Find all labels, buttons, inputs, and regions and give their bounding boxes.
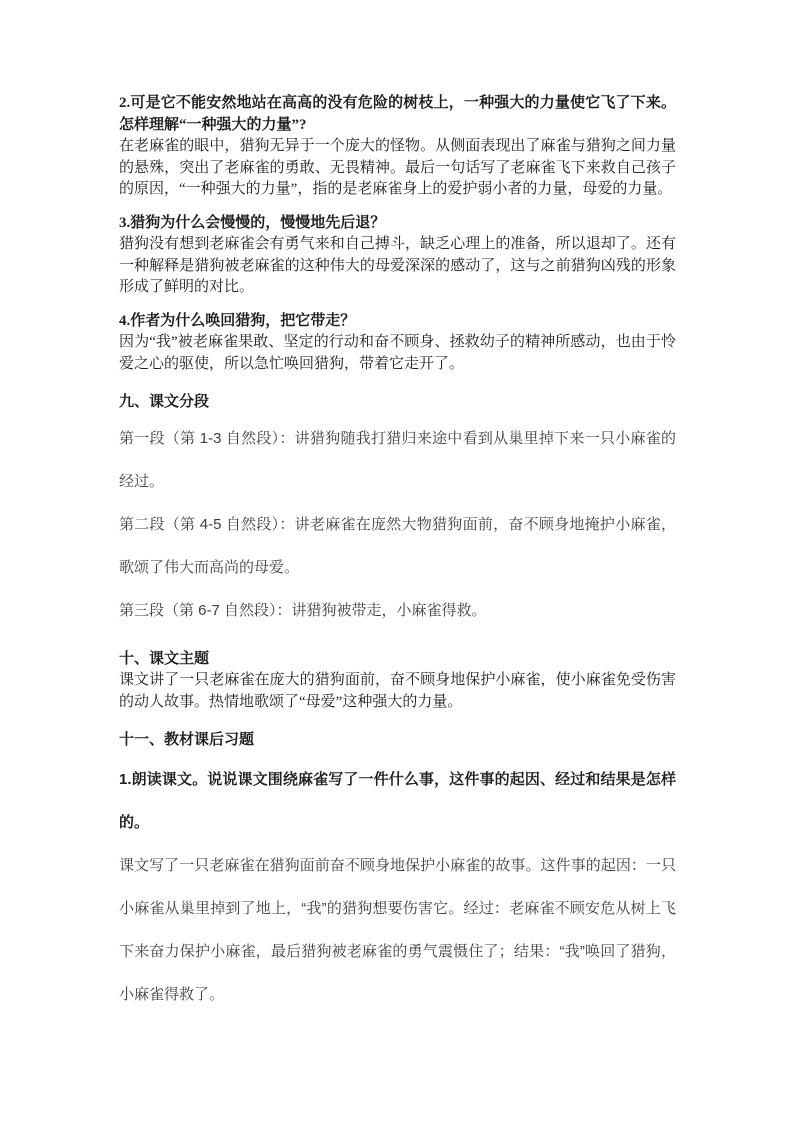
question-2-heading: 2.可是它不能安然地站在高高的没有危险的树枝上，一种强大的力量使它飞了下来。怎样理解“一种强大的力量”?: [119, 95, 676, 133]
segment-2-paragraph: 第二段（第 4-5 自然段）：讲老麻雀在庞然大物猎狗面前，奋不顾身地掩护小麻雀，歌颂了伟大而高尚的母爱。: [119, 515, 676, 576]
exercise-1-question: 1.朗读课文。说说课文围绕麻雀写了一件什么事，这件事的起因、经过和结果是怎样的。: [119, 770, 676, 831]
qa-item-2: [119, 93, 676, 201]
qa-item-4: [119, 311, 676, 376]
question-3-heading: 3.猎狗为什么会慢慢的，慢慢地先后退？: [119, 214, 386, 231]
qa-item-3: [119, 213, 676, 299]
section-9-heading: 九、课文分段: [119, 394, 210, 410]
question-4-heading: 4.作者为什么唤回猎狗，把它带走？: [119, 312, 356, 329]
section-10-body: 课文讲了一只老麻雀在庞大的猎狗面前，奋不顾身地保护小麻雀，使小麻雀免受伤害的动人故事。热情地歌颂了“母爱”这种强大的力量。: [119, 672, 676, 710]
exercise-1-answer: 课文写了一只老麻雀在猎狗面前奋不顾身地保护小麻雀的故事。这件事的起因：一只小麻雀从巢里掉到了地上，“我”的猎狗想要伤害它。经过：老麻雀不顾安危从树上飞下来奋力保护小麻雀，最后猎狗被老麻雀的勇气震慑住了；结果：“我”唤回了猎狗，小麻雀得救了。: [119, 856, 676, 1003]
document-content: [119, 93, 676, 1016]
section-10-heading: 十、课文主题: [119, 650, 210, 667]
section-10-text-theme: [119, 649, 676, 714]
segment-3-paragraph: 第三段（第 6-7 自然段）：讲猎狗被带走，小麻雀得救。: [119, 601, 487, 619]
question-4-answer: 因为“我”被老麻雀果敢、坚定的行动和奋不顾身、拯救幼子的精神所感动，也由于怜爱之心的驱使，所以急忙唤回猎狗，带着它走开了。: [119, 334, 676, 372]
segment-list: [119, 417, 676, 632]
segment-1-paragraph: 第一段（第 1-3 自然段）：讲猎狗随我打猎归来途中看到从巢里掉下来一只小麻雀的经过。: [119, 429, 676, 490]
section-11-heading: 十一、教材课后习题: [119, 732, 255, 748]
section-9-text-segmentation: [119, 392, 676, 632]
section-11-textbook-exercises: [119, 730, 676, 1016]
question-3-answer: 猎狗没有想到老麻雀会有勇气来和自己搏斗，缺乏心理上的准备，所以退却了。还有一种解释是猎狗被老麻雀的这种伟大的母爱深深的感动了，这与之前猎狗凶残的形象形成了鲜明的对比。: [119, 236, 676, 295]
question-2-answer: 在老麻雀的眼中，猎狗无异于一个庞大的怪物。从侧面表现出了麻雀与猎狗之间力量的悬殊，突出了老麻雀的勇敢、无畏精神。最后一句话写了老麻雀飞下来救自己孩子的原因，“一种强大的力量”，指的是老麻雀身上的爱护弱小者的力量，母爱的力量。: [119, 138, 676, 197]
